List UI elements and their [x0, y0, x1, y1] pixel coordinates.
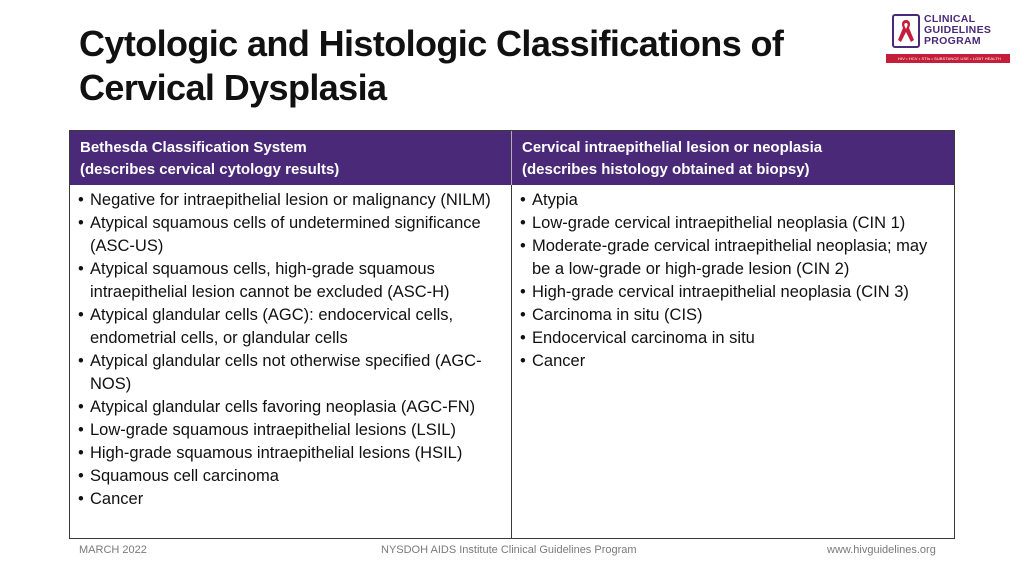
red-ribbon-icon: [894, 16, 918, 46]
clinical-guidelines-logo: [886, 13, 1010, 65]
header-cin-title: Cervical intraepithelial lesion or neoplasia: [522, 139, 823, 156]
header-cin-subtitle: (describes histology obtained at biopsy): [522, 161, 810, 178]
logo-word-2: GUIDELINES: [924, 24, 992, 36]
list-item: • Low-grade squamous intraepithelial lesions (LSIL): [78, 419, 504, 442]
list-item: • Atypical glandular cells (AGC): endocervical cells, endometrial cells, or glandular cells: [78, 304, 504, 350]
bethesda-column: [70, 189, 512, 511]
list-item: • High-grade cervical intraepithelial neoplasia (CIN 3): [520, 281, 946, 304]
header-cin: [512, 131, 954, 185]
header-bethesda: [70, 131, 512, 185]
list-item: • Atypical glandular cells not otherwise specified (AGC-NOS): [78, 350, 504, 396]
list-item: • Endocervical carcinoma in situ: [520, 327, 946, 350]
footer-website: www.hivguidelines.org: [827, 544, 936, 556]
classification-table: [69, 130, 955, 539]
list-item: • Negative for intraepithelial lesion or malignancy (NILM): [78, 189, 504, 212]
list-item: • Cancer: [520, 350, 946, 373]
header-bethesda-title: Bethesda Classification System: [80, 139, 307, 156]
list-item: • Cancer: [78, 488, 504, 511]
logo-tagline-bar: [886, 54, 1010, 63]
footer-program: NYSDOH AIDS Institute Clinical Guidelines Program: [381, 544, 637, 556]
bethesda-list: [78, 189, 504, 511]
list-item: • Carcinoma in situ (CIS): [520, 304, 946, 327]
list-item: • Atypical glandular cells favoring neoplasia (AGC-FN): [78, 396, 504, 419]
list-item: • Atypia: [520, 189, 946, 212]
logo-tagline: HIV • HCV • STIs • SUBSTANCE USE • LGBT HEALTH: [898, 56, 1001, 61]
list-item: • Low-grade cervical intraepithelial neoplasia (CIN 1): [520, 212, 946, 235]
slide-title: [79, 22, 839, 110]
list-item: • Moderate-grade cervical intraepithelial neoplasia; may be a low-grade or high-grade lesion (CIN 2): [520, 235, 946, 281]
logo-word-3: PROGRAM: [924, 35, 981, 47]
logo-word-1: CLINICAL: [924, 13, 976, 25]
header-divider: [511, 131, 512, 185]
list-item: • Atypical squamous cells of undetermined significance (ASC-US): [78, 212, 504, 258]
list-item: • High-grade squamous intraepithelial lesions (HSIL): [78, 442, 504, 465]
logo-ribbon-icon: [892, 14, 920, 48]
slide-title-line-2: Cervical Dysplasia: [79, 67, 387, 108]
list-item: • Atypical squamous cells, high-grade squamous intraepithelial lesion cannot be excluded (ASC-H): [78, 258, 504, 304]
table-header-row: [70, 131, 954, 185]
cin-column: [512, 189, 954, 373]
footer-date: MARCH 2022: [79, 544, 147, 556]
slide-title-line-1: Cytologic and Histologic Classifications of: [79, 23, 784, 64]
cin-list: [520, 189, 946, 373]
list-item: • Squamous cell carcinoma: [78, 465, 504, 488]
header-bethesda-subtitle: (describes cervical cytology results): [80, 161, 340, 178]
logo-wordmark: [924, 14, 1008, 47]
